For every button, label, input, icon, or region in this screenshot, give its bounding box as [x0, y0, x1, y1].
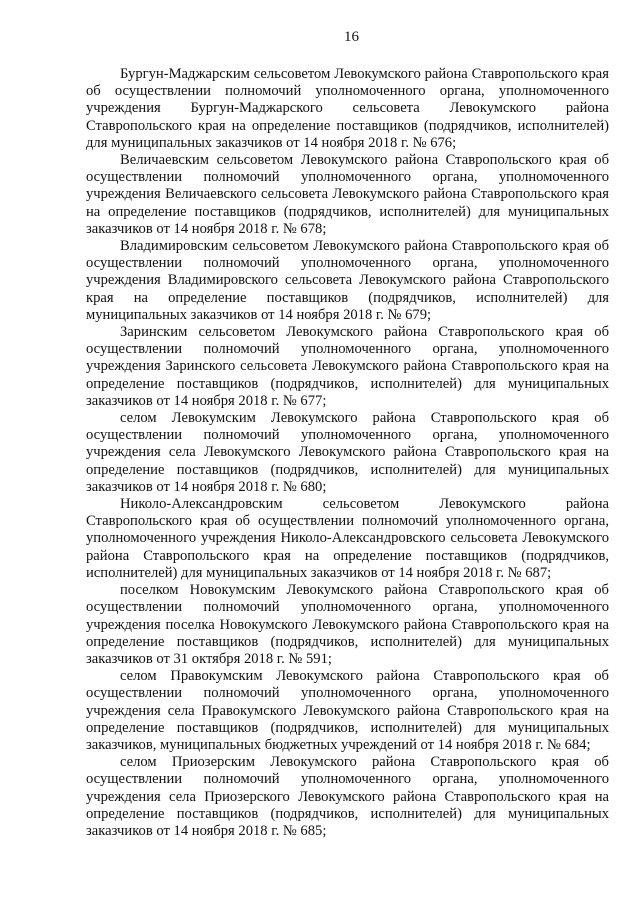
paragraph-zarinsky: Заринским сельсоветом Левокумского района Ставропольского края об осуществлении полномочий уполномоченного органа, уполномоченного учреждения Заринского сельсовета Левокумского района Ставропольского края на определение поставщиков (подрядчиков, исполнителей) для муниципальных заказчиков от 14 ноября 2018 г. № 677;	[86, 324, 609, 409]
paragraph-novokumsky: поселком Новокумским Левокумского района Ставропольского края об осуществлении полномочий уполномоченного органа, уполномоченного учреждения поселка Новокумского Левокумского района Ставропольского края на определение поставщиков (подрядчиков, исполнителей) для муниципальных заказчиков от 31 октября 2018 г. № 591;	[86, 582, 609, 667]
paragraph-pravokumsky: селом Правокумским Левокумского района Ставропольского края об осуществлении полномочий уполномоченного органа, уполномоченного учреждения села Правокумского Левокумского района Ставропольского края на определение поставщиков (подрядчиков, исполнителей) для муниципальных заказчиков, муниципальных бюджетных учреждений от 14 ноября 2018 г. № 684;	[86, 668, 609, 753]
document-body	[86, 66, 609, 840]
paragraph-vladimirovsky: Владимировским сельсоветом Левокумского района Ставропольского края об осуществлении полномочий уполномоченного органа, уполномоченного учреждения Владимировского сельсовета Левокумского района Ставропольского края на определение поставщиков (подрядчиков, исполнителей) для муниципальных заказчиков от 14 ноября 2018 г. № 679;	[86, 238, 609, 323]
paragraph-priozersky: селом Приозерским Левокумского района Ставропольского края об осуществлении полномочий уполномоченного органа, уполномоченного учреждения села Приозерского Левокумского района Ставропольского края на определение поставщиков (подрядчиков, исполнителей) для муниципальных заказчиков от 14 ноября 2018 г. № 685;	[86, 754, 609, 839]
paragraph-levokumsky: селом Левокумским Левокумского района Ставропольского края об осуществлении полномочий уполномоченного органа, уполномоченного учреждения села Левокумского Левокумского района Ставропольского края на определение поставщиков (подрядчиков, исполнителей) для муниципальных заказчиков от 14 ноября 2018 г. № 680;	[86, 410, 609, 495]
paragraph-nikolo-aleksandrovsky: Николо-Александровским сельсоветом Левокумского района Ставропольского края об осуществлении полномочий уполномоченного органа, уполномоченного учреждения Николо-Александровского сельсовета Левокумского района Ставропольского края на определение поставщиков (подрядчиков, исполнителей) для муниципальных заказчиков от 14 ноября 2018 г. № 687;	[86, 496, 609, 581]
paragraph-burgun-madzharsky: Бургун-Маджарским сельсоветом Левокумского района Ставропольского края об осуществлении полномочий уполномоченного органа, уполномоченного учреждения Бургун-Маджарского сельсовета Левокумского района Ставропольского края на определение поставщиков (подрядчиков, исполнителей) для муниципальных заказчиков от 14 ноября 2018 г. № 676;	[86, 66, 609, 151]
paragraph-velichaevsky: Величаевским сельсоветом Левокумского района Ставропольского края об осуществлении полномочий уполномоченного органа, уполномоченного учреждения Величаевского сельсовета Левокумского района Ставропольского края на определение поставщиков (подрядчиков, исполнителей) для муниципальных заказчиков от 14 ноября 2018 г. № 678;	[86, 152, 609, 237]
page-number: 16	[344, 29, 359, 45]
